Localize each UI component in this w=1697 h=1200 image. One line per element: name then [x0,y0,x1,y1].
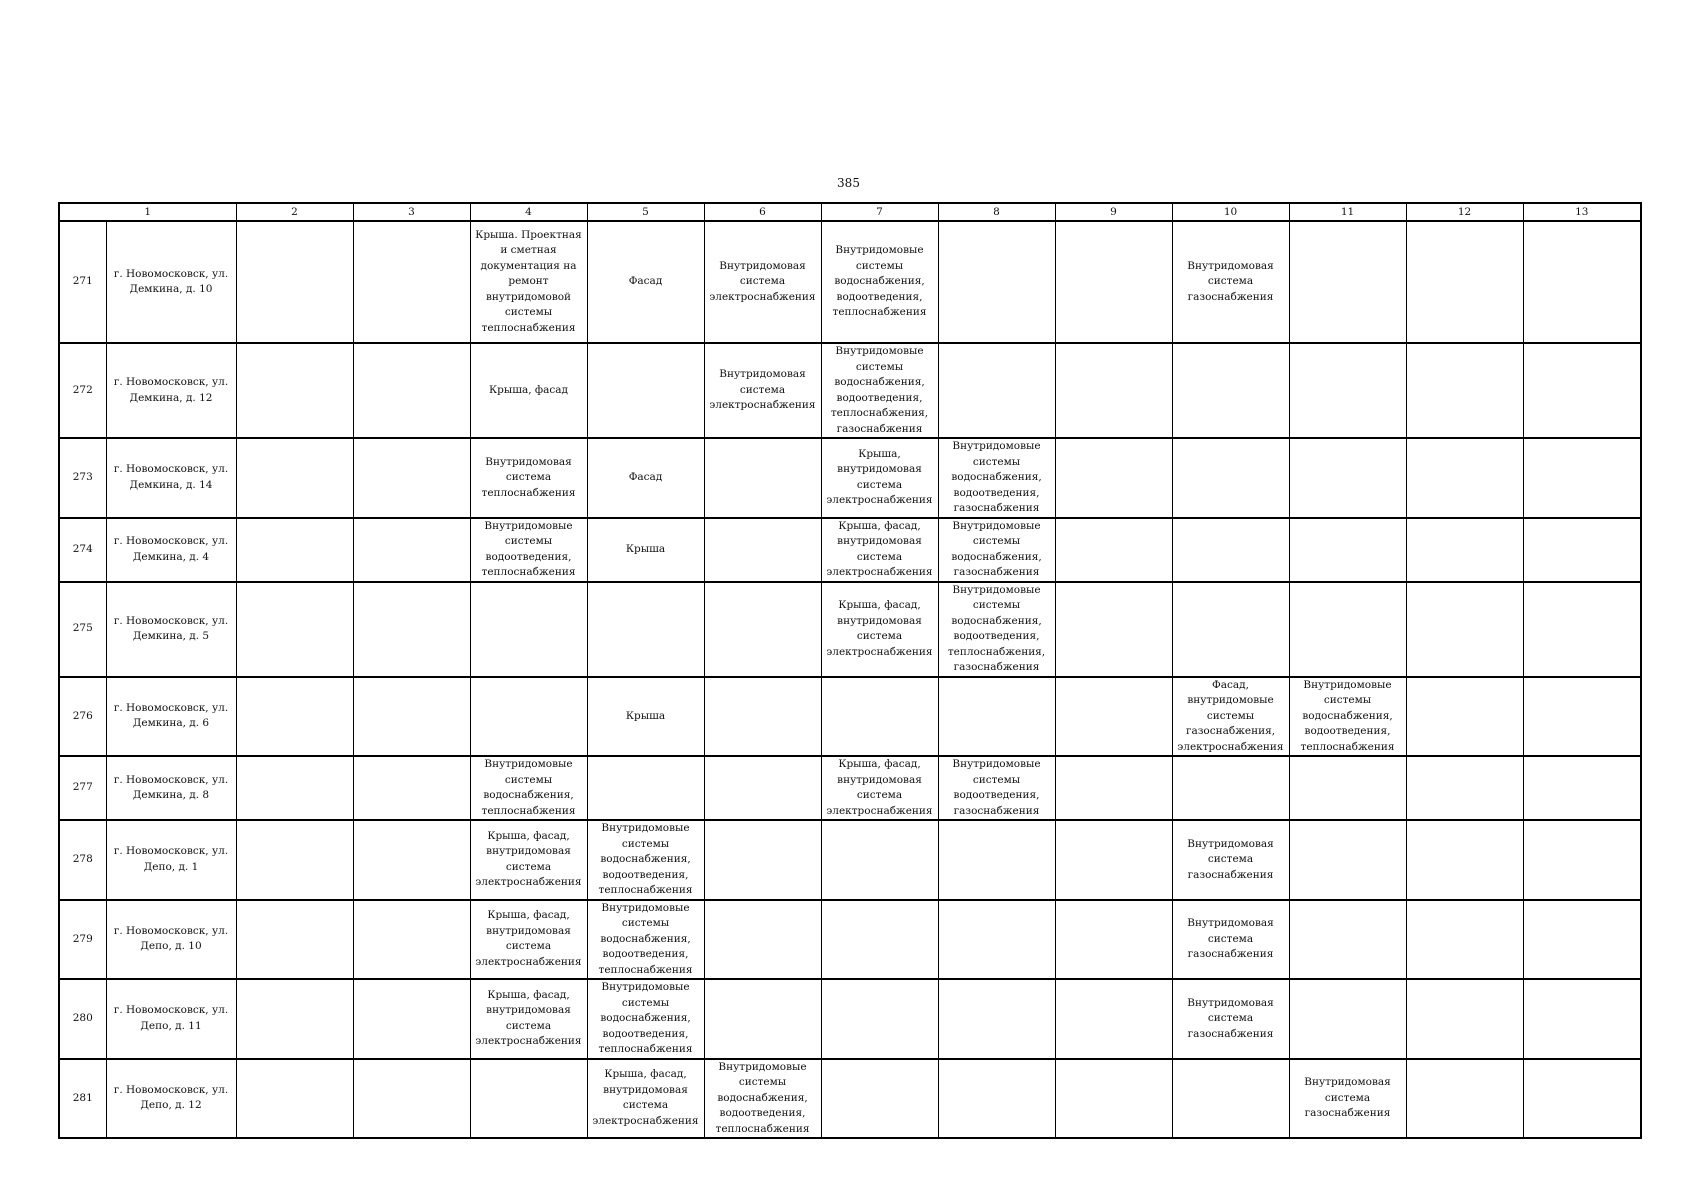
table-row [59,820,1641,900]
work-cell-col-3 [353,756,470,820]
work-cell-col-8 [938,343,1055,438]
work-cell-col-6 [704,438,821,518]
work-cell-col-3 [353,518,470,582]
work-cell-col-10: Фасад, внутридомовые системы газоснабжения, электроснабжения [1172,677,1289,757]
row-number-cell: 275 [59,582,106,677]
work-cell-col-8: Внутридомовые системы водоснабжения, водоотведения, газоснабжения [938,438,1055,518]
work-cell-col-10: Внутридомовая система газоснабжения [1172,979,1289,1059]
work-cell-col-8 [938,1059,1055,1139]
work-cell-col-13 [1523,438,1641,518]
work-cell-col-11 [1289,438,1406,518]
work-cell-col-10: Внутридомовая система газоснабжения [1172,221,1289,343]
work-cell-col-6 [704,820,821,900]
work-cell-col-7 [821,820,938,900]
work-cell-col-5: Крыша [587,518,704,582]
work-cell-col-11 [1289,756,1406,820]
row-number-cell: 281 [59,1059,106,1139]
work-cell-col-12 [1406,438,1523,518]
work-cell-col-9 [1055,221,1172,343]
work-cell-col-7 [821,1059,938,1139]
work-cell-col-13 [1523,979,1641,1059]
work-cell-col-6: Внутридомовая система электроснабжения [704,343,821,438]
table-row [59,221,1641,343]
work-cell-col-8: Внутридомовые системы водоотведения, газоснабжения [938,756,1055,820]
row-number-cell: 274 [59,518,106,582]
work-cell-col-3 [353,900,470,980]
work-cell-col-6 [704,979,821,1059]
work-cell-col-10 [1172,343,1289,438]
work-cell-col-4: Крыша. Проектная и сметная документация на ремонт внутридомовой системы теплоснабжения [470,221,587,343]
work-cell-col-7: Крыша, внутридомовая система электроснабжения [821,438,938,518]
work-cell-col-12 [1406,582,1523,677]
work-cell-col-3 [353,677,470,757]
work-cell-col-11 [1289,979,1406,1059]
work-cell-col-9 [1055,582,1172,677]
work-cell-col-4 [470,1059,587,1139]
work-cell-col-12 [1406,756,1523,820]
column-header-4: 4 [470,203,587,221]
work-cell-col-2 [236,582,353,677]
work-cell-col-12 [1406,518,1523,582]
table-body [59,221,1641,1138]
work-cell-col-7 [821,979,938,1059]
work-cell-col-8 [938,979,1055,1059]
work-cell-col-9 [1055,438,1172,518]
column-header-13: 13 [1523,203,1641,221]
work-cell-col-5 [587,756,704,820]
work-cell-col-2 [236,438,353,518]
work-cell-col-2 [236,756,353,820]
row-number-cell: 271 [59,221,106,343]
table-row [59,900,1641,980]
table-row [59,438,1641,518]
address-cell: г. Новомосковск, ул. Депо, д. 11 [106,979,236,1059]
work-cell-col-9 [1055,979,1172,1059]
table-row [59,518,1641,582]
work-cell-col-2 [236,343,353,438]
work-cell-col-5: Крыша [587,677,704,757]
work-cell-col-13 [1523,900,1641,980]
work-cell-col-11 [1289,582,1406,677]
address-cell: г. Новомосковск, ул. Демкина, д. 5 [106,582,236,677]
work-cell-col-7: Внутридомовые системы водоснабжения, водоотведения, теплоснабжения [821,221,938,343]
work-cell-col-5 [587,343,704,438]
row-number-cell: 273 [59,438,106,518]
row-number-cell: 279 [59,900,106,980]
work-cell-col-2 [236,221,353,343]
work-cell-col-3 [353,582,470,677]
work-cell-col-5: Фасад [587,221,704,343]
row-number-cell: 276 [59,677,106,757]
work-cell-col-13 [1523,582,1641,677]
column-header-8: 8 [938,203,1055,221]
work-cell-col-2 [236,820,353,900]
work-cell-col-11 [1289,343,1406,438]
work-cell-col-6 [704,582,821,677]
work-cell-col-5: Фасад [587,438,704,518]
work-cell-col-8: Внутридомовые системы водоснабжения, водоотведения, теплоснабжения, газоснабжения [938,582,1055,677]
address-cell: г. Новомосковск, ул. Депо, д. 10 [106,900,236,980]
work-cell-col-11: Внутридомовые системы водоснабжения, водоотведения, теплоснабжения [1289,677,1406,757]
work-cell-col-10 [1172,1059,1289,1139]
address-cell: г. Новомосковск, ул. Демкина, д. 6 [106,677,236,757]
work-cell-col-3 [353,1059,470,1139]
work-cell-col-8 [938,677,1055,757]
work-cell-col-4: Крыша, фасад [470,343,587,438]
row-number-cell: 278 [59,820,106,900]
work-cell-col-12 [1406,677,1523,757]
work-cell-col-4: Крыша, фасад, внутридомовая система электроснабжения [470,979,587,1059]
work-cell-col-13 [1523,221,1641,343]
work-cell-col-2 [236,900,353,980]
work-cell-col-8 [938,900,1055,980]
work-cell-col-12 [1406,1059,1523,1139]
row-number-cell: 277 [59,756,106,820]
work-cell-col-8 [938,820,1055,900]
work-cell-col-12 [1406,343,1523,438]
work-cell-col-13 [1523,343,1641,438]
work-cell-col-5: Внутридомовые системы водоснабжения, водоотведения, теплоснабжения [587,979,704,1059]
table-row [59,1059,1641,1139]
work-cell-col-9 [1055,820,1172,900]
table-row [59,343,1641,438]
column-header-9: 9 [1055,203,1172,221]
work-cell-col-6 [704,518,821,582]
column-header-7: 7 [821,203,938,221]
work-cell-col-7: Внутридомовые системы водоснабжения, водоотведения, теплоснабжения, газоснабжения [821,343,938,438]
work-cell-col-12 [1406,900,1523,980]
work-cell-col-13 [1523,1059,1641,1139]
work-cell-col-6 [704,756,821,820]
column-header-3: 3 [353,203,470,221]
work-cell-col-6 [704,677,821,757]
work-cell-col-2 [236,979,353,1059]
work-cell-col-10 [1172,756,1289,820]
address-cell: г. Новомосковск, ул. Демкина, д. 12 [106,343,236,438]
work-cell-col-11: Внутридомовая система газоснабжения [1289,1059,1406,1139]
work-cell-col-8: Внутридомовые системы водоснабжения, газоснабжения [938,518,1055,582]
work-cell-col-6 [704,900,821,980]
work-cell-col-13 [1523,677,1641,757]
work-cell-col-10 [1172,438,1289,518]
work-cell-col-3 [353,820,470,900]
work-cell-col-11 [1289,900,1406,980]
work-cell-col-6: Внутридомовая система электроснабжения [704,221,821,343]
column-header-1: 1 [59,203,236,221]
address-cell: г. Новомосковск, ул. Демкина, д. 8 [106,756,236,820]
address-cell: г. Новомосковск, ул. Демкина, д. 14 [106,438,236,518]
column-header-10: 10 [1172,203,1289,221]
work-cell-col-3 [353,438,470,518]
address-cell: г. Новомосковск, ул. Депо, д. 1 [106,820,236,900]
work-cell-col-5 [587,582,704,677]
work-cell-col-10: Внутридомовая система газоснабжения [1172,900,1289,980]
work-cell-col-4 [470,582,587,677]
column-header-5: 5 [587,203,704,221]
work-cell-col-13 [1523,518,1641,582]
work-cell-col-9 [1055,677,1172,757]
work-cell-col-11 [1289,820,1406,900]
work-cell-col-11 [1289,518,1406,582]
work-cell-col-10: Внутридомовая система газоснабжения [1172,820,1289,900]
work-cell-col-4: Внутридомовая система теплоснабжения [470,438,587,518]
work-cell-col-9 [1055,1059,1172,1139]
work-cell-col-11 [1289,221,1406,343]
address-cell: г. Новомосковск, ул. Депо, д. 12 [106,1059,236,1139]
header-row [59,203,1641,221]
work-cell-col-7: Крыша, фасад, внутридомовая система электроснабжения [821,518,938,582]
row-number-cell: 280 [59,979,106,1059]
address-cell: г. Новомосковск, ул. Демкина, д. 4 [106,518,236,582]
work-cell-col-3 [353,221,470,343]
work-cell-col-7: Крыша, фасад, внутридомовая система электроснабжения [821,756,938,820]
work-cell-col-10 [1172,518,1289,582]
work-cell-col-4 [470,677,587,757]
work-cell-col-9 [1055,518,1172,582]
work-cell-col-2 [236,518,353,582]
work-cell-col-12 [1406,979,1523,1059]
work-cell-col-5: Крыша, фасад, внутридомовая система электроснабжения [587,1059,704,1139]
work-cell-col-4: Внутридомовые системы водоотведения, теплоснабжения [470,518,587,582]
work-cell-col-4: Крыша, фасад, внутридомовая система электроснабжения [470,900,587,980]
work-cell-col-12 [1406,221,1523,343]
row-number-cell: 272 [59,343,106,438]
work-cell-col-9 [1055,756,1172,820]
table-row [59,979,1641,1059]
work-cell-col-7 [821,677,938,757]
work-cell-col-3 [353,343,470,438]
work-cell-col-3 [353,979,470,1059]
work-cell-col-8 [938,221,1055,343]
repair-schedule-table [58,202,1642,1139]
column-header-2: 2 [236,203,353,221]
column-header-11: 11 [1289,203,1406,221]
address-cell: г. Новомосковск, ул. Демкина, д. 10 [106,221,236,343]
work-cell-col-13 [1523,756,1641,820]
table-row [59,582,1641,677]
work-cell-col-6: Внутридомовые системы водоснабжения, водоотведения, теплоснабжения [704,1059,821,1139]
table-row [59,677,1641,757]
page-number: 385 [837,176,860,190]
work-cell-col-4: Внутридомовые системы водоснабжения, теплоснабжения [470,756,587,820]
work-cell-col-5: Внутридомовые системы водоснабжения, водоотведения, теплоснабжения [587,820,704,900]
work-cell-col-9 [1055,900,1172,980]
work-cell-col-7: Крыша, фасад, внутридомовая система электроснабжения [821,582,938,677]
work-cell-col-13 [1523,820,1641,900]
work-cell-col-12 [1406,820,1523,900]
work-cell-col-7 [821,900,938,980]
work-cell-col-2 [236,1059,353,1139]
column-header-12: 12 [1406,203,1523,221]
work-cell-col-4: Крыша, фасад, внутридомовая система электроснабжения [470,820,587,900]
column-header-6: 6 [704,203,821,221]
work-cell-col-2 [236,677,353,757]
table-row [59,756,1641,820]
work-cell-col-9 [1055,343,1172,438]
work-cell-col-5: Внутридомовые системы водоснабжения, водоотведения, теплоснабжения [587,900,704,980]
work-cell-col-10 [1172,582,1289,677]
